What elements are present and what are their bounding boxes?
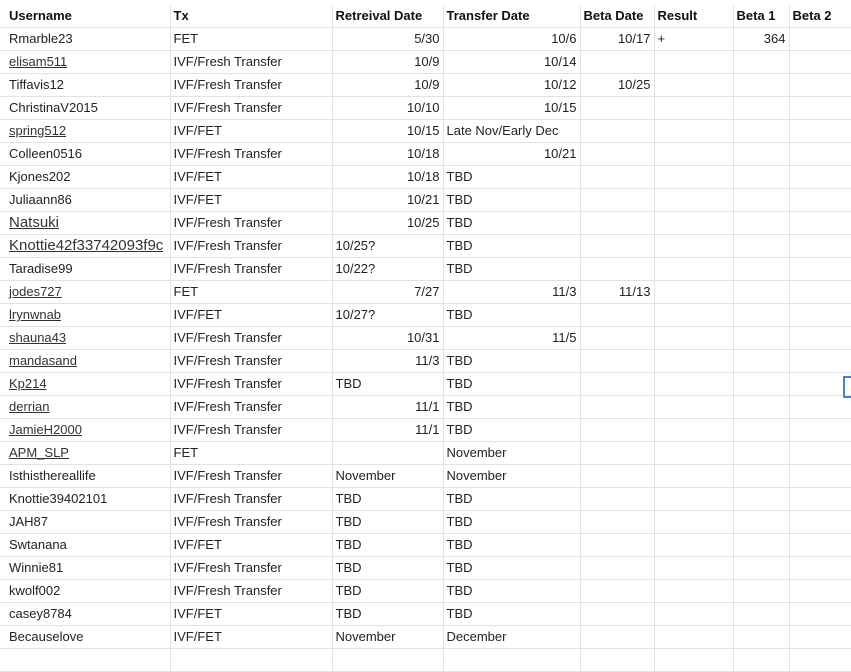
tx-cell[interactable]: IVF/Fresh Transfer	[170, 258, 332, 281]
tx-cell[interactable]: IVF/Fresh Transfer	[170, 235, 332, 258]
beta-date-cell[interactable]	[580, 166, 654, 189]
username-text: Tiffavis12	[9, 77, 64, 92]
transfer-date-cell[interactable]: TBD	[443, 235, 580, 258]
username-text[interactable]: Natsuki	[9, 214, 60, 231]
header-beta-1[interactable]: Beta 1	[733, 5, 789, 28]
beta-date-cell[interactable]	[580, 327, 654, 350]
username-cell[interactable]	[0, 97, 170, 120]
beta-1-cell[interactable]	[733, 373, 789, 396]
username-text: Kjones202	[9, 169, 71, 184]
beta-date-cell[interactable]: 10/17	[580, 28, 654, 51]
retrieval-date-cell[interactable]: November	[332, 465, 443, 488]
username-text[interactable]: APM_SLP	[9, 445, 69, 460]
transfer-date-cell[interactable]: 10/12	[443, 74, 580, 97]
username-text: Juliaann86	[9, 192, 72, 207]
result-cell[interactable]	[654, 97, 733, 120]
table-row-empty	[0, 649, 851, 672]
tx-cell[interactable]: IVF/Fresh Transfer	[170, 419, 332, 442]
beta-2-cell[interactable]	[789, 281, 851, 304]
table-row	[0, 281, 851, 304]
username-cell[interactable]	[0, 373, 170, 396]
table-row	[0, 97, 851, 120]
table-row	[0, 327, 851, 350]
username-text[interactable]: shauna43	[9, 330, 67, 345]
retrieval-date-cell[interactable]: TBD	[332, 580, 443, 603]
beta-date-cell[interactable]	[580, 143, 654, 166]
username-text[interactable]: spring512	[9, 123, 67, 138]
table-row	[0, 350, 851, 373]
retrieval-date-cell[interactable]	[332, 442, 443, 465]
result-cell[interactable]	[654, 74, 733, 97]
transfer-date-cell[interactable]: TBD	[443, 511, 580, 534]
result-cell[interactable]	[654, 189, 733, 212]
username-cell[interactable]	[0, 557, 170, 580]
username-text[interactable]: elisam511	[9, 54, 68, 69]
transfer-date-cell[interactable]: TBD	[443, 557, 580, 580]
empty-cell[interactable]	[733, 649, 789, 672]
beta-date-cell[interactable]	[580, 51, 654, 74]
tx-cell[interactable]: IVF/FET	[170, 626, 332, 649]
result-cell[interactable]	[654, 419, 733, 442]
result-cell[interactable]	[654, 511, 733, 534]
retrieval-date-cell[interactable]: 11/1	[332, 419, 443, 442]
table-row	[0, 51, 851, 74]
beta-2-cell[interactable]	[789, 419, 851, 442]
result-cell[interactable]	[654, 488, 733, 511]
transfer-date-cell[interactable]: TBD	[443, 258, 580, 281]
beta-date-cell[interactable]	[580, 488, 654, 511]
username-text[interactable]: derrian	[9, 399, 50, 414]
username-text: Colleen0516	[9, 146, 83, 161]
beta-1-cell[interactable]	[733, 51, 789, 74]
username-text[interactable]: Kp214	[9, 376, 47, 391]
table-row	[0, 143, 851, 166]
username-cell[interactable]	[0, 442, 170, 465]
username-cell[interactable]	[0, 143, 170, 166]
result-cell[interactable]: +	[654, 28, 733, 51]
username-cell[interactable]	[0, 511, 170, 534]
beta-date-cell[interactable]	[580, 442, 654, 465]
username-text: Isthisthereallife	[9, 468, 96, 483]
result-cell[interactable]	[654, 143, 733, 166]
transfer-date-cell[interactable]: 10/15	[443, 97, 580, 120]
result-cell[interactable]	[654, 235, 733, 258]
transfer-date-cell[interactable]: 11/3	[443, 281, 580, 304]
retrieval-date-cell[interactable]: November	[332, 626, 443, 649]
tx-cell[interactable]: IVF/Fresh Transfer	[170, 373, 332, 396]
transfer-date-cell[interactable]: TBD	[443, 419, 580, 442]
username-cell[interactable]	[0, 189, 170, 212]
beta-2-cell[interactable]	[789, 373, 851, 396]
beta-date-cell[interactable]	[580, 235, 654, 258]
beta-2-cell[interactable]	[789, 396, 851, 419]
username-cell[interactable]	[0, 212, 170, 235]
table-row	[0, 212, 851, 235]
beta-2-cell[interactable]	[789, 534, 851, 557]
tx-cell[interactable]: FET	[170, 28, 332, 51]
beta-2-cell[interactable]	[789, 51, 851, 74]
table-row	[0, 511, 851, 534]
transfer-date-cell[interactable]: TBD	[443, 603, 580, 626]
beta-1-cell[interactable]	[733, 166, 789, 189]
beta-1-cell[interactable]	[733, 442, 789, 465]
beta-date-cell[interactable]	[580, 189, 654, 212]
table-row	[0, 258, 851, 281]
beta-date-cell[interactable]: 11/13	[580, 281, 654, 304]
header-transfer-date[interactable]: Transfer Date	[443, 5, 580, 28]
transfer-date-cell[interactable]: TBD	[443, 304, 580, 327]
username-cell[interactable]	[0, 603, 170, 626]
empty-cell[interactable]	[443, 649, 580, 672]
tx-cell[interactable]: IVF/Fresh Transfer	[170, 51, 332, 74]
result-cell[interactable]	[654, 258, 733, 281]
retrieval-date-cell[interactable]: 10/9	[332, 74, 443, 97]
username-cell[interactable]	[0, 465, 170, 488]
retrieval-date-cell[interactable]: 10/18	[332, 166, 443, 189]
beta-2-cell[interactable]	[789, 120, 851, 143]
beta-1-cell[interactable]	[733, 143, 789, 166]
username-cell[interactable]	[0, 166, 170, 189]
result-cell[interactable]	[654, 327, 733, 350]
empty-cell[interactable]	[789, 649, 851, 672]
beta-2-cell[interactable]	[789, 304, 851, 327]
retrieval-date-cell[interactable]: TBD	[332, 603, 443, 626]
result-cell[interactable]	[654, 166, 733, 189]
username-text: Taradise99	[9, 261, 73, 276]
username-cell[interactable]	[0, 74, 170, 97]
username-cell[interactable]	[0, 419, 170, 442]
beta-1-cell[interactable]	[733, 511, 789, 534]
retrieval-date-cell[interactable]: 10/21	[332, 189, 443, 212]
beta-1-cell[interactable]	[733, 212, 789, 235]
table-row	[0, 488, 851, 511]
beta-date-cell[interactable]	[580, 603, 654, 626]
username-cell[interactable]	[0, 396, 170, 419]
beta-1-cell[interactable]	[733, 603, 789, 626]
result-cell[interactable]	[654, 212, 733, 235]
tx-cell[interactable]: IVF/FET	[170, 603, 332, 626]
username-text: JAH87	[9, 514, 49, 529]
beta-date-cell[interactable]	[580, 511, 654, 534]
transfer-date-cell[interactable]: TBD	[443, 189, 580, 212]
beta-date-cell[interactable]	[580, 465, 654, 488]
beta-date-cell[interactable]	[580, 97, 654, 120]
beta-2-cell[interactable]	[789, 74, 851, 97]
retrieval-date-cell[interactable]: 5/30	[332, 28, 443, 51]
beta-1-cell[interactable]	[733, 488, 789, 511]
beta-2-cell[interactable]	[789, 442, 851, 465]
retrieval-date-cell[interactable]: 10/15	[332, 120, 443, 143]
table-body	[0, 28, 851, 672]
beta-1-cell[interactable]	[733, 557, 789, 580]
username-cell[interactable]	[0, 534, 170, 557]
header-beta-2[interactable]: Beta 2	[789, 5, 851, 28]
result-cell[interactable]	[654, 534, 733, 557]
beta-2-cell[interactable]	[789, 143, 851, 166]
beta-date-cell[interactable]	[580, 350, 654, 373]
tx-cell[interactable]: IVF/Fresh Transfer	[170, 212, 332, 235]
username-text: kwolf002	[9, 583, 61, 598]
beta-2-cell[interactable]	[789, 626, 851, 649]
retrieval-date-cell[interactable]: 7/27	[332, 281, 443, 304]
beta-date-cell[interactable]	[580, 120, 654, 143]
transfer-date-cell[interactable]: TBD	[443, 166, 580, 189]
retrieval-date-cell[interactable]: 10/9	[332, 51, 443, 74]
result-cell[interactable]	[654, 373, 733, 396]
transfer-date-cell[interactable]: 10/21	[443, 143, 580, 166]
transfer-date-cell[interactable]: TBD	[443, 488, 580, 511]
username-text: ChristinaV2015	[9, 100, 98, 115]
table-row	[0, 74, 851, 97]
result-cell[interactable]	[654, 350, 733, 373]
username-text: Knottie39402101	[9, 491, 108, 506]
username-cell[interactable]	[0, 580, 170, 603]
beta-1-cell[interactable]	[733, 396, 789, 419]
retrieval-date-cell[interactable]: 10/25?	[332, 235, 443, 258]
beta-1-cell[interactable]	[733, 120, 789, 143]
result-cell[interactable]	[654, 603, 733, 626]
beta-2-cell[interactable]	[789, 488, 851, 511]
beta-date-cell[interactable]	[580, 419, 654, 442]
username-text: Swtanana	[9, 537, 67, 552]
beta-2-cell[interactable]	[789, 465, 851, 488]
username-text: Winnie81	[9, 560, 64, 575]
transfer-date-cell[interactable]: TBD	[443, 350, 580, 373]
transfer-date-cell[interactable]: 10/14	[443, 51, 580, 74]
table-row	[0, 419, 851, 442]
result-cell[interactable]	[654, 304, 733, 327]
beta-1-cell[interactable]	[733, 465, 789, 488]
username-cell[interactable]	[0, 51, 170, 74]
username-text[interactable]: lrynwnab	[9, 307, 62, 322]
result-cell[interactable]	[654, 465, 733, 488]
beta-date-cell[interactable]	[580, 373, 654, 396]
transfer-date-cell[interactable]: TBD	[443, 373, 580, 396]
tx-cell[interactable]: IVF/FET	[170, 534, 332, 557]
beta-1-cell[interactable]	[733, 74, 789, 97]
tx-cell[interactable]: IVF/Fresh Transfer	[170, 350, 332, 373]
tx-cell[interactable]: FET	[170, 281, 332, 304]
retrieval-date-cell[interactable]: 11/3	[332, 350, 443, 373]
retrieval-date-cell[interactable]: TBD	[332, 511, 443, 534]
result-cell[interactable]	[654, 51, 733, 74]
retrieval-date-cell[interactable]: 11/1	[332, 396, 443, 419]
beta-date-cell[interactable]	[580, 557, 654, 580]
retrieval-date-cell[interactable]: TBD	[332, 534, 443, 557]
header-username[interactable]: Username	[0, 5, 170, 28]
beta-1-cell[interactable]	[733, 189, 789, 212]
username-cell[interactable]	[0, 28, 170, 51]
table-row	[0, 557, 851, 580]
result-cell[interactable]	[654, 580, 733, 603]
beta-date-cell[interactable]	[580, 396, 654, 419]
header-result[interactable]: Result	[654, 5, 733, 28]
transfer-date-cell[interactable]: 10/6	[443, 28, 580, 51]
empty-cell[interactable]	[170, 649, 332, 672]
beta-date-cell[interactable]	[580, 258, 654, 281]
beta-2-cell[interactable]	[789, 189, 851, 212]
transfer-date-cell[interactable]: TBD	[443, 396, 580, 419]
beta-2-cell[interactable]	[789, 28, 851, 51]
beta-2-cell[interactable]	[789, 97, 851, 120]
username-text: casey8784	[9, 606, 72, 621]
username-text: Rmarble23	[9, 31, 73, 46]
username-text[interactable]: JamieH2000	[9, 422, 82, 437]
table-row	[0, 534, 851, 557]
table-row	[0, 626, 851, 649]
retrieval-date-cell[interactable]: TBD	[332, 557, 443, 580]
beta-date-cell[interactable]: 10/25	[580, 74, 654, 97]
tx-cell[interactable]: IVF/Fresh Transfer	[170, 488, 332, 511]
table-row	[0, 465, 851, 488]
empty-cell[interactable]	[580, 649, 654, 672]
retrieval-date-cell[interactable]: 10/18	[332, 143, 443, 166]
result-cell[interactable]	[654, 281, 733, 304]
transfer-date-cell[interactable]: TBD	[443, 534, 580, 557]
table-row	[0, 396, 851, 419]
header-row	[0, 5, 851, 28]
result-cell[interactable]	[654, 626, 733, 649]
tx-cell[interactable]: IVF/Fresh Transfer	[170, 97, 332, 120]
beta-2-cell[interactable]	[789, 327, 851, 350]
table-row	[0, 28, 851, 51]
tx-cell[interactable]: IVF/Fresh Transfer	[170, 557, 332, 580]
tx-cell[interactable]: IVF/Fresh Transfer	[170, 580, 332, 603]
tx-cell[interactable]: IVF/Fresh Transfer	[170, 396, 332, 419]
result-cell[interactable]	[654, 442, 733, 465]
transfer-date-cell[interactable]: 11/5	[443, 327, 580, 350]
beta-1-cell[interactable]	[733, 235, 789, 258]
selected-cell-indicator	[843, 376, 851, 398]
table-row	[0, 304, 851, 327]
beta-date-cell[interactable]	[580, 212, 654, 235]
username-text: Becauselove	[9, 629, 84, 644]
transfer-date-cell[interactable]: November	[443, 465, 580, 488]
tx-cell[interactable]: IVF/Fresh Transfer	[170, 511, 332, 534]
username-cell[interactable]	[0, 350, 170, 373]
result-cell[interactable]	[654, 120, 733, 143]
username-cell[interactable]	[0, 281, 170, 304]
table-row	[0, 235, 851, 258]
table-row	[0, 189, 851, 212]
tx-cell[interactable]: IVF/Fresh Transfer	[170, 143, 332, 166]
username-cell[interactable]	[0, 488, 170, 511]
beta-1-cell[interactable]	[733, 304, 789, 327]
beta-date-cell[interactable]	[580, 580, 654, 603]
beta-1-cell[interactable]	[733, 350, 789, 373]
transfer-date-cell[interactable]: Late Nov/Early Dec	[443, 120, 580, 143]
tx-cell[interactable]: IVF/FET	[170, 189, 332, 212]
retrieval-date-cell[interactable]: 10/31	[332, 327, 443, 350]
beta-1-cell[interactable]	[733, 281, 789, 304]
beta-2-cell[interactable]	[789, 258, 851, 281]
beta-2-cell[interactable]	[789, 511, 851, 534]
retrieval-date-cell[interactable]: 10/25	[332, 212, 443, 235]
header-beta-date[interactable]: Beta Date	[580, 5, 654, 28]
username-cell[interactable]	[0, 235, 170, 258]
retrieval-date-cell[interactable]: 10/22?	[332, 258, 443, 281]
beta-2-cell[interactable]	[789, 557, 851, 580]
tx-cell[interactable]: IVF/FET	[170, 304, 332, 327]
beta-2-cell[interactable]	[789, 350, 851, 373]
username-cell[interactable]	[0, 120, 170, 143]
table-row	[0, 120, 851, 143]
beta-1-cell[interactable]	[733, 580, 789, 603]
table-row	[0, 166, 851, 189]
beta-2-cell[interactable]	[789, 603, 851, 626]
retrieval-date-cell[interactable]: 10/10	[332, 97, 443, 120]
transfer-date-cell[interactable]: TBD	[443, 580, 580, 603]
result-cell[interactable]	[654, 557, 733, 580]
username-cell[interactable]	[0, 626, 170, 649]
beta-1-cell[interactable]	[733, 534, 789, 557]
tx-cell[interactable]: IVF/Fresh Transfer	[170, 465, 332, 488]
transfer-date-cell[interactable]: TBD	[443, 212, 580, 235]
table-row	[0, 442, 851, 465]
transfer-date-cell[interactable]: December	[443, 626, 580, 649]
tx-cell[interactable]: FET	[170, 442, 332, 465]
username-text[interactable]: jodes727	[9, 284, 62, 299]
beta-1-cell[interactable]	[733, 419, 789, 442]
transfer-date-cell[interactable]: November	[443, 442, 580, 465]
table-row	[0, 580, 851, 603]
tx-cell[interactable]: IVF/Fresh Transfer	[170, 327, 332, 350]
beta-1-cell[interactable]	[733, 258, 789, 281]
header-retrieval-date[interactable]: Retreival Date	[332, 5, 443, 28]
beta-1-cell[interactable]: 364	[733, 28, 789, 51]
beta-2-cell[interactable]	[789, 235, 851, 258]
retrieval-date-cell[interactable]: 10/27?	[332, 304, 443, 327]
beta-date-cell[interactable]	[580, 534, 654, 557]
beta-1-cell[interactable]	[733, 626, 789, 649]
table-row	[0, 603, 851, 626]
tx-cell[interactable]: IVF/FET	[170, 166, 332, 189]
table-row	[0, 373, 851, 396]
spreadsheet-grid	[0, 5, 851, 672]
result-cell[interactable]	[654, 396, 733, 419]
beta-2-cell[interactable]	[789, 212, 851, 235]
username-text[interactable]: mandasand	[9, 353, 77, 368]
beta-1-cell[interactable]	[733, 97, 789, 120]
empty-cell[interactable]	[654, 649, 733, 672]
tx-cell[interactable]: IVF/Fresh Transfer	[170, 74, 332, 97]
username-cell[interactable]	[0, 327, 170, 350]
beta-2-cell[interactable]	[789, 166, 851, 189]
username-text[interactable]: Knottie42f33742093f9c	[9, 237, 164, 254]
empty-cell[interactable]	[332, 649, 443, 672]
retrieval-date-cell[interactable]: TBD	[332, 488, 443, 511]
beta-1-cell[interactable]	[733, 327, 789, 350]
username-cell[interactable]	[0, 304, 170, 327]
username-cell[interactable]	[0, 258, 170, 281]
beta-2-cell[interactable]	[789, 580, 851, 603]
header-tx[interactable]: Tx	[170, 5, 332, 28]
beta-date-cell[interactable]	[580, 304, 654, 327]
empty-cell[interactable]	[0, 649, 170, 672]
tx-cell[interactable]: IVF/FET	[170, 120, 332, 143]
beta-date-cell[interactable]	[580, 626, 654, 649]
retrieval-date-cell[interactable]: TBD	[332, 373, 443, 396]
